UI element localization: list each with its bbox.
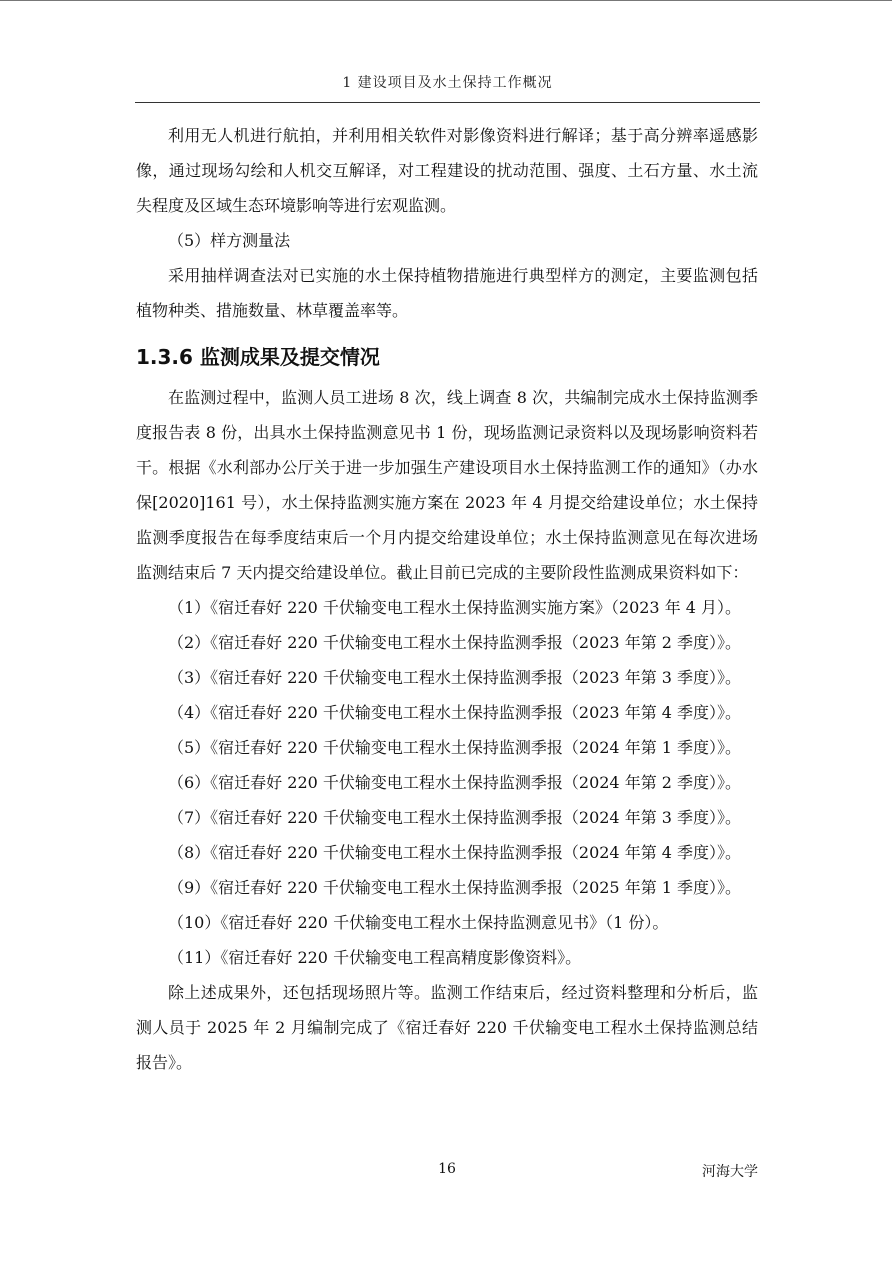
- deliverable-item: （7）《宿迁春好 220 千伏输变电工程水土保持监测季报（2024 年第 3 季度）》。: [168, 808, 742, 827]
- deliverable-item: （3）《宿迁春好 220 千伏输变电工程水土保持监测季报（2023 年第 3 季度）》。: [168, 668, 742, 687]
- paragraph-aerial-survey: 利用无人机进行航拍，并利用相关软件对影像资料进行解译；基于高分辨率遥感影像，通过现场勾绘和人机交互解译，对工程建设的扰动范围、强度、土石方量、水土流失程度及区域生态环境影响等进行宏观监测。: [136, 126, 758, 215]
- deliverable-item: （9）《宿迁春好 220 千伏输变电工程水土保持监测季报（2025 年第 1 季度）》。: [168, 878, 742, 897]
- deliverable-item: （4）《宿迁春好 220 千伏输变电工程水土保持监测季报（2023 年第 4 季度）》。: [168, 703, 742, 722]
- deliverable-item: （8）《宿迁春好 220 千伏输变电工程水土保持监测季报（2024 年第 4 季度）》。: [168, 843, 742, 862]
- deliverable-item: （2）《宿迁春好 220 千伏输变电工程水土保持监测季报（2023 年第 2 季度）》。: [168, 633, 742, 652]
- deliverable-item: （11）《宿迁春好 220 千伏输变电工程高精度影像资料》。: [168, 948, 582, 967]
- header-divider: [135, 102, 760, 103]
- deliverable-item: （5）《宿迁春好 220 千伏输变电工程水土保持监测季报（2024 年第 1 季度）》。: [168, 738, 742, 757]
- page-number: 16: [438, 1161, 456, 1177]
- paragraph-quadrat: 采用抽样调查法对已实施的水土保持植物措施进行典型样方的测定，主要监测包括植物种类、措施数量、林草覆盖率等。: [136, 266, 758, 320]
- footer-organization: 河海大学: [702, 1164, 758, 1180]
- section-title: 1.3.6 监测成果及提交情况: [136, 345, 380, 369]
- deliverable-item: （6）《宿迁春好 220 千伏输变电工程水土保持监测季报（2024 年第 2 季度）》。: [168, 773, 742, 792]
- page-top-border: [0, 0, 892, 1]
- deliverable-item: （1）《宿迁春好 220 千伏输变电工程水土保持监测实施方案》（2023 年 4 月）。: [168, 598, 742, 617]
- paragraph-monitoring-process: 在监测过程中，监测人员工进场 8 次，线上调查 8 次，共编制完成水土保持监测季度报告表 8 份，出具水土保持监测意见书 1 份，现场监测记录资料以及现场影响资料若干。根据《水利部办公厅关于进一步加强生产建设项目水土保持监测工作的通知》（办水保[2020]161 号），水土保持监测实施方案在 2023 年 4 月提交给建设单位；水土保持监测季度报告在每季度结束后一个月内提交给建设单位；水土保持监测意见在每次进场监测结束后 7 天内提交给建设单位。截止目前已完成的主要阶段性监测成果资料如下：: [136, 388, 758, 582]
- running-header: 1 建设项目及水土保持工作概况: [342, 75, 553, 91]
- paragraph-summary: 除上述成果外，还包括现场照片等。监测工作结束后，经过资料整理和分析后，监测人员于 2025 年 2 月编制完成了《宿迁春好 220 千伏输变电工程水土保持监测总结报告》。: [136, 983, 758, 1072]
- page-body: [136, 118, 758, 1080]
- deliverable-item: （10）《宿迁春好 220 千伏输变电工程水土保持监测意见书》（1 份）。: [168, 913, 669, 932]
- method-heading-quadrat: （5）样方测量法: [168, 231, 291, 250]
